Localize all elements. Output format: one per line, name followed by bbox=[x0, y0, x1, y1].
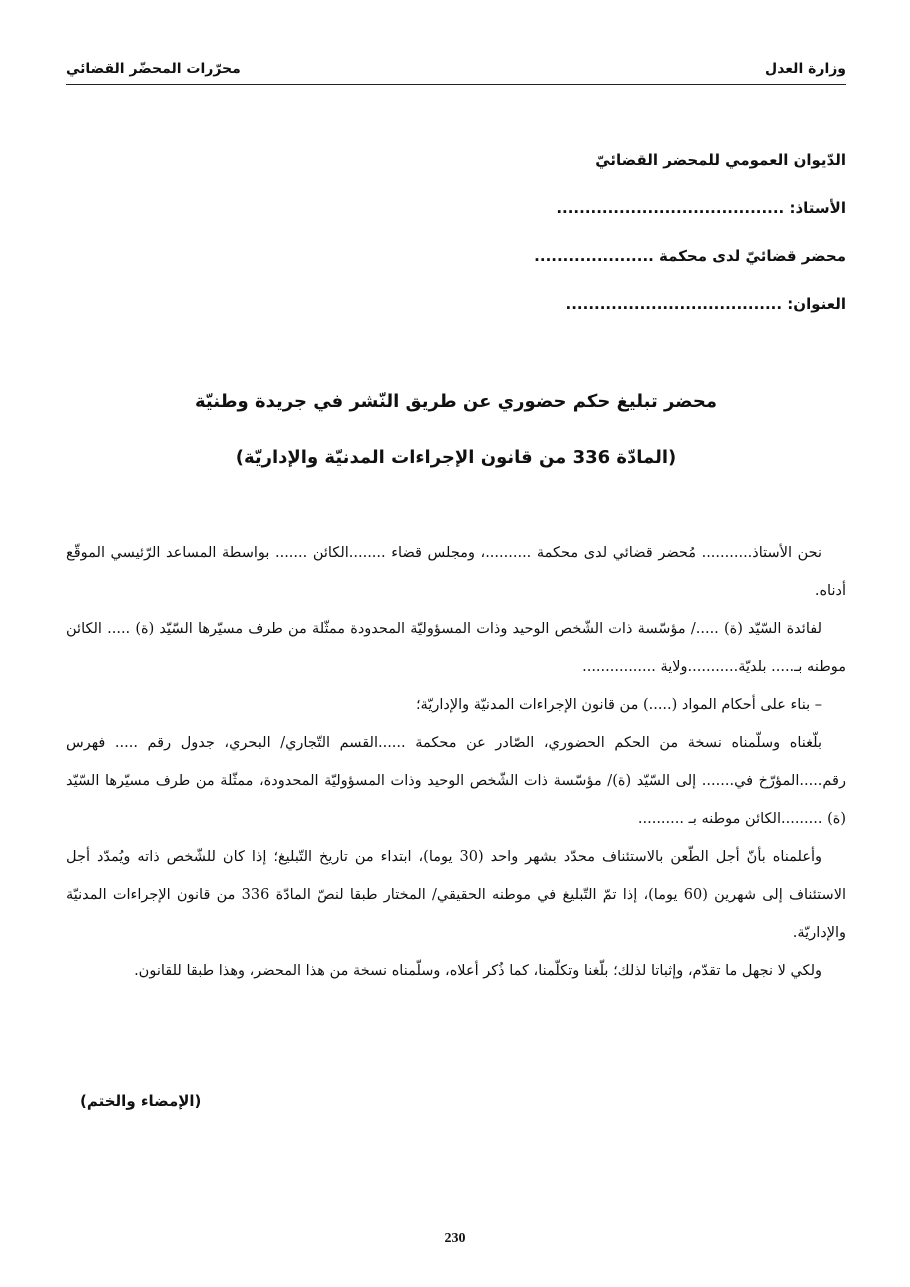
signature-stamp: (الإمضاء والختم) bbox=[80, 1092, 202, 1110]
document-titles bbox=[66, 386, 846, 498]
book-title: محرّرات المحضّر القضائي bbox=[66, 61, 241, 77]
paragraph-legal-basis: – بناء على أحكام المواد (.....) من قانون الإجراءات المدنيّة والإداريّة؛ bbox=[415, 697, 822, 713]
document-subtitle: (المادّة 336 من قانون الإجراءات المدنيّة والإداريّة) bbox=[235, 447, 677, 468]
office-info bbox=[246, 146, 846, 338]
document-title: محضر تبليغ حكم حضوري عن طريق النّشر في جريدة وطنيّة bbox=[194, 391, 718, 412]
paragraph-notification: بلّغناه وسلّمناه نسخة من الحكم الحضوري، الصّادر عن محكمة ......القسم التّجاري/ البحري، جدول رقم ..... فهرس رقم.....المؤرّخ في....... إلى السّيّد (ة)/ مؤسّسة ذات الشّخص الوحيد وذات المسؤوليّة المحدودة، ممثّلة من طرف مسيّرها السّيّد (ة) .........الكائن موطنه بـ .......... bbox=[66, 735, 846, 827]
paragraph-beneficiary: لفائدة السّيّد (ة) ...../ مؤسّسة ذات الشّخص الوحيد وذات المسؤوليّة المحدودة ممثّلة من طرف مسيّرها السّيّد (ة) ..... الكائن موطنه بـ..... بلديّة...........ولاية ................ bbox=[66, 621, 846, 675]
address-line: العنوان: ...................................... bbox=[565, 295, 846, 313]
ministry-name: وزارة العدل bbox=[765, 61, 846, 77]
document-body bbox=[66, 534, 846, 990]
paragraph-closing: ولكي لا نجهل ما تقدّم، وإثباتا لذلك؛ بلّغنا وتكلّمنا، كما ذُكر أعلاه، وسلّمناه نسخة من هذا المحضر، وهذا طبقا للقانون. bbox=[134, 963, 822, 979]
paragraph-intro: نحن الأستاذ........... مُحضر قضائي لدى محكمة ..........، ومجلس قضاء ........الكائن ....... بواسطة المساعد الرّئيسي الموقّع أدناه. bbox=[66, 545, 846, 599]
office-line: الدّيوان العمومي للمحضر القضائيّ bbox=[595, 151, 846, 169]
page-header bbox=[66, 58, 846, 85]
court-line: محضر قضائيّ لدى محكمة ..................... bbox=[534, 247, 846, 265]
paragraph-appeal-deadline: وأعلمناه بأنّ أجل الطّعن بالاستئناف محدّد بشهر واحد (30 يوما)، ابتداء من تاريخ التّبليغ؛ إذا كان للشّخص ذاته ويُمدّد أجل الاستئناف إلى شهرين (60 يوما)، إذا تمّ التّبليغ في موطنه الحقيقي/ المختار طبقا لنصّ المادّة 336 من قانون الإجراءات المدنيّة والإداريّة. bbox=[66, 849, 846, 941]
lawyer-line: الأستاذ: ........................................ bbox=[556, 199, 846, 217]
page-number: 230 bbox=[444, 1231, 466, 1246]
